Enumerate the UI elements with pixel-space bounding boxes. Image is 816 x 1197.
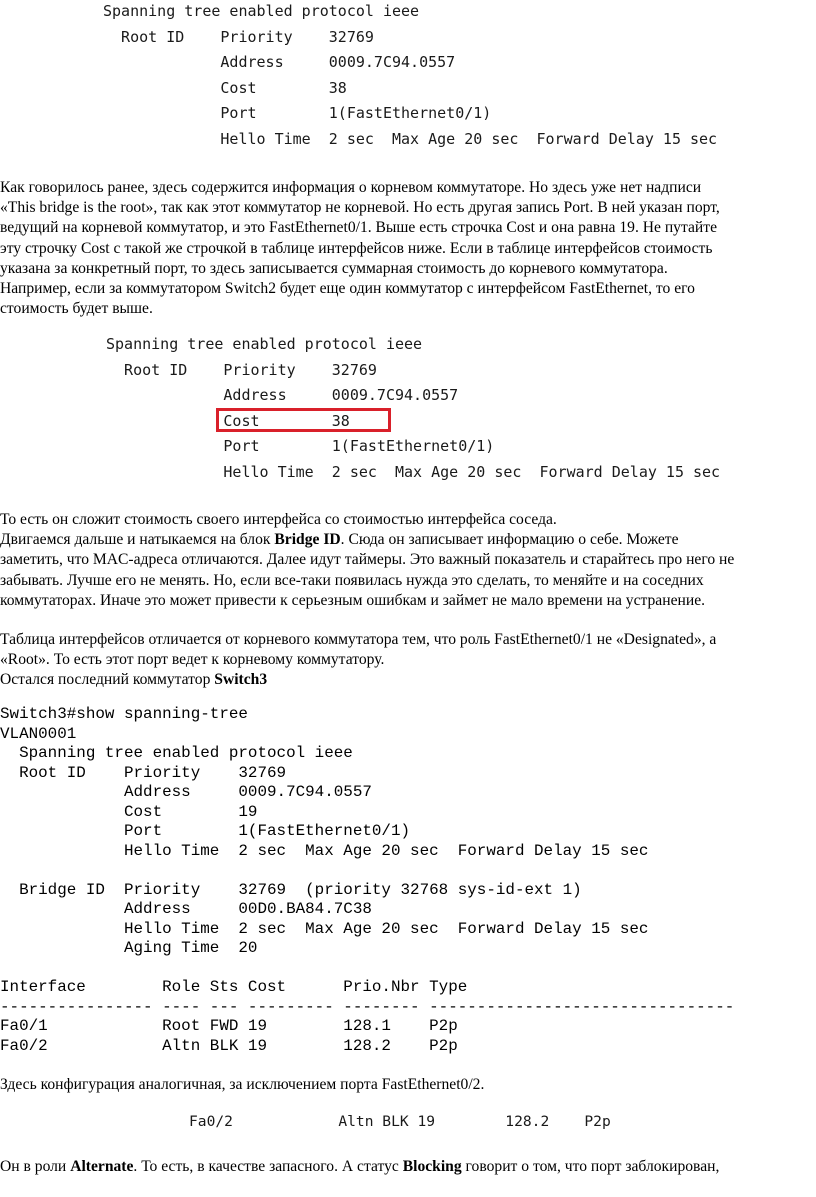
console-output <box>0 705 734 1056</box>
text-line: То есть он сложит стоимость своего интерфейса со стоимостью интерфейса соседа. <box>0 511 557 528</box>
text-line: ведущий на корневой коммутатор, и это FastEthernet0/1. Выше есть строчка Cost и она равна 19. Не путайте <box>0 219 717 237</box>
console-line: Spanning tree enabled protocol ieee <box>0 744 353 762</box>
text-line: забывать. Лучше его не менять. Но, если все-таки появилась нужда это сделать, то меняйте и на соседних <box>0 571 704 589</box>
console-line: Fa0/2 Altn BLK 19 128.2 P2p <box>0 1036 458 1055</box>
console-line: Bridge ID Priority 32769 (priority 32768 sys-id-ext 1) <box>0 880 582 899</box>
text-line: «This bridge is the root», так как этот коммутатор не корневой. Но есть другая запись Port. В ней указан порт, <box>0 199 720 217</box>
cli-line: Root ID Priority 32769 <box>103 27 374 46</box>
text-segment: Он в роли <box>0 1158 71 1175</box>
console-line: Interface Role Sts Cost Prio.Nbr Type <box>0 978 468 996</box>
text-line: эту строчку Cost с такой же строчкой в таблице интерфейсов ниже. Если в таблице интерфейсов стоимость <box>0 239 713 257</box>
console-line: Aging Time 20 <box>0 939 258 957</box>
console-line: Port 1(FastEthernet0/1) <box>0 822 411 840</box>
console-line: Cost 19 <box>0 802 258 821</box>
paragraph-root-info <box>0 178 812 319</box>
cli-line: Spanning tree enabled protocol ieee <box>103 2 420 20</box>
text-line: . Сюда он записывает информацию о себе. Можете <box>340 531 679 549</box>
text-line: Остался последний коммутатор <box>0 671 215 689</box>
console-line: Hello Time 2 sec Max Age 20 sec Forward Delay 15 sec <box>0 919 649 938</box>
cli-screenshot-1 <box>103 0 717 153</box>
bold-term: Alternate <box>70 1158 134 1175</box>
cli-line: Address 0009.7C94.0557 <box>106 386 459 405</box>
cli-screenshot-2 <box>106 332 720 486</box>
text-line: Как говорилось ранее, здесь содержится информация о корневом коммутаторе. Но здесь уже нет надписи <box>0 179 702 196</box>
bold-term: Switch3 <box>214 671 268 689</box>
cost-highlight-box <box>216 408 391 432</box>
console-line: Fa0/1 Root FWD 19 128.1 P2p <box>0 1017 458 1035</box>
console-line <box>0 959 734 979</box>
console-line: Root ID Priority 32769 <box>0 763 287 782</box>
text-line: Например, если за коммутатором Switch2 будет еще один коммутатор с интерфейсом FastEthernet, то его <box>0 280 695 298</box>
cli-line: Port 1(FastEthernet0/1) <box>106 437 495 456</box>
console-line: Address 0009.7C94.0557 <box>0 783 372 801</box>
text-line: Таблица интерфейсов отличается от корневого коммутатора тем, что роль FastEthernet0/1 не «Designated», а <box>0 631 717 648</box>
text-line: указана за конкретный порт, то здесь записывается суммарная стоимость до корневого коммутатора. <box>0 259 668 277</box>
text-segment: . То есть, в качестве запасного. А статус <box>133 1158 403 1175</box>
paragraph-switch3-config <box>0 1075 812 1095</box>
cli-line: Cost 38 <box>103 78 347 97</box>
console-line <box>0 861 734 881</box>
cli-line: Root ID Priority 32769 <box>106 360 377 379</box>
cli-line: Hello Time 2 sec Max Age 20 sec Forward Delay 15 sec <box>103 129 718 148</box>
cli-line: Address 0009.7C94.0557 <box>103 53 456 72</box>
bold-term: Blocking <box>402 1158 462 1175</box>
cli-line: Port 1(FastEthernet0/1) <box>103 104 492 123</box>
console-line: VLAN0001 <box>0 724 77 743</box>
paragraph-alternate <box>0 1157 812 1177</box>
cli-snippet-fa02: Fa0/2 Altn BLK 19 128.2 P2p <box>189 1113 611 1130</box>
cli-line: Cost 38 <box>106 411 350 430</box>
bold-term: Bridge ID <box>274 531 341 549</box>
text-line: заметить, что MAC-адреса отличаются. Далее идут таймеры. Это важный показатель и старайтесь про него не <box>0 551 735 569</box>
cli-line: Hello Time 2 sec Max Age 20 sec Forward Delay 15 sec <box>106 462 721 481</box>
cli-line: Spanning tree enabled protocol ieee <box>106 335 423 353</box>
console-line: ---------------- ---- --- --------- -------- -------------------------------- <box>0 997 735 1016</box>
text-line: коммутаторах. Иначе это может привести к серьезным ошибкам и займет не мало времени на устранение. <box>0 591 706 609</box>
text-line: Двигаемся дальше и натыкаемся на блок <box>0 531 275 549</box>
text-line: стоимость будет выше. <box>0 300 153 318</box>
paragraph-interface-table <box>0 630 812 691</box>
text-line: «Root». То есть этот порт ведет к корневому коммутатору. <box>0 651 385 669</box>
text-segment: говорит о том, что порт заблокирован, <box>461 1158 720 1175</box>
console-line: Switch3#show spanning-tree <box>0 705 248 723</box>
paragraph-bridge-id <box>0 510 812 611</box>
console-line: Hello Time 2 sec Max Age 20 sec Forward Delay 15 sec <box>0 841 649 860</box>
text-line: Здесь конфигурация аналогичная, за исключением порта FastEthernet0/2. <box>0 1076 485 1093</box>
console-line: Address 00D0.BA84.7C38 <box>0 900 372 918</box>
